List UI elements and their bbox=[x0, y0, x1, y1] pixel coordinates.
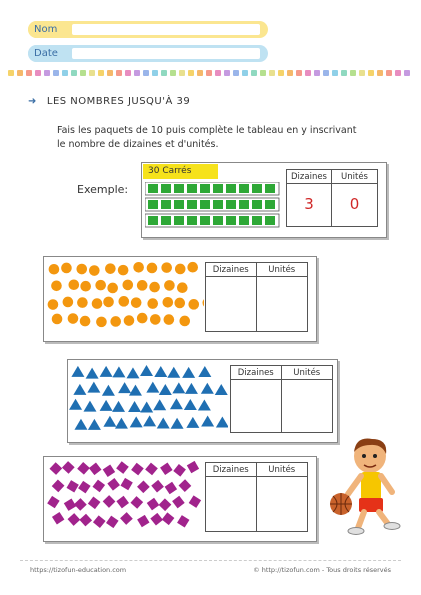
col-dizaines-header: Dizaines bbox=[231, 366, 282, 380]
diamond-shape bbox=[162, 512, 175, 525]
circle-shape bbox=[161, 262, 172, 273]
circle-shape bbox=[118, 265, 129, 276]
diamond-shape bbox=[103, 465, 115, 477]
decorative-dot bbox=[278, 70, 284, 76]
ones-answer: 0 bbox=[349, 195, 360, 213]
green-square bbox=[200, 200, 210, 209]
decorative-dot bbox=[314, 70, 320, 76]
diamond-shape bbox=[64, 499, 76, 511]
triangle-shape bbox=[198, 366, 211, 377]
circle-shape bbox=[69, 279, 80, 290]
green-squares-group bbox=[145, 182, 281, 230]
triangle-shape bbox=[140, 365, 153, 376]
green-square bbox=[226, 200, 236, 209]
circle-shape bbox=[175, 264, 186, 275]
decorative-dot bbox=[395, 70, 401, 76]
decorative-dot bbox=[206, 70, 212, 76]
triangle-shape bbox=[102, 385, 115, 396]
circle-shape bbox=[131, 297, 142, 308]
diamond-shape bbox=[131, 463, 144, 476]
diamond-shape bbox=[52, 512, 64, 524]
green-square bbox=[252, 200, 262, 209]
diamond-shape bbox=[47, 496, 59, 508]
decorative-dot bbox=[89, 70, 95, 76]
triangle-shape bbox=[129, 385, 142, 396]
green-square bbox=[252, 216, 262, 225]
green-square bbox=[252, 184, 262, 193]
circle-shape bbox=[107, 283, 118, 294]
circle-shape bbox=[188, 299, 199, 310]
tens-answer: 3 bbox=[287, 184, 332, 226]
triangle-shape bbox=[146, 382, 159, 393]
green-square bbox=[265, 200, 275, 209]
diamond-shape bbox=[137, 515, 149, 527]
diamond-shape bbox=[68, 513, 81, 526]
heading-text: LES NOMBRES JUSQU'À 39 bbox=[46, 96, 191, 107]
diamond-shape bbox=[120, 512, 133, 525]
decorative-dot bbox=[35, 70, 41, 76]
circle-shape bbox=[133, 262, 144, 273]
diamond-shape bbox=[151, 480, 164, 493]
col-dizaines-header: Dizaines bbox=[206, 463, 257, 477]
triangle-shape bbox=[140, 402, 153, 413]
circle-shape bbox=[48, 299, 59, 310]
diamond-shape bbox=[79, 514, 92, 527]
circle-shape bbox=[122, 280, 133, 291]
example-label: Exemple: bbox=[77, 183, 129, 196]
circle-shape bbox=[179, 316, 190, 327]
triangle-shape bbox=[201, 415, 214, 426]
example-card bbox=[141, 162, 387, 238]
section-heading bbox=[28, 96, 190, 107]
ones-input[interactable] bbox=[257, 477, 308, 531]
green-square bbox=[213, 200, 223, 209]
diamond-shape bbox=[106, 516, 119, 529]
triangle-shape bbox=[69, 399, 82, 410]
circle-shape bbox=[163, 297, 174, 308]
green-square bbox=[187, 184, 197, 193]
decorative-dot bbox=[80, 70, 86, 76]
decorative-dot bbox=[260, 70, 266, 76]
example-table bbox=[286, 169, 378, 227]
diamond-shape bbox=[150, 513, 163, 526]
circle-shape bbox=[137, 280, 148, 291]
diamond-shape bbox=[173, 464, 186, 477]
diamond-shape bbox=[159, 498, 172, 511]
triangle-shape bbox=[185, 383, 198, 394]
decorative-dot-strip bbox=[8, 70, 410, 76]
triangle-shape bbox=[182, 367, 195, 378]
decorative-dot bbox=[269, 70, 275, 76]
decorative-dot bbox=[143, 70, 149, 76]
decorative-dot bbox=[341, 70, 347, 76]
decorative-dot bbox=[386, 70, 392, 76]
decorative-dot bbox=[224, 70, 230, 76]
exercise-card-triangles bbox=[67, 359, 338, 443]
triangle-shape bbox=[126, 367, 139, 378]
green-square bbox=[200, 184, 210, 193]
circle-shape bbox=[89, 265, 100, 276]
ones-input[interactable] bbox=[282, 380, 333, 432]
circle-shape bbox=[77, 297, 88, 308]
triangle-shape bbox=[216, 416, 228, 427]
diamond-shape bbox=[187, 461, 199, 473]
green-square bbox=[148, 184, 158, 193]
green-square bbox=[213, 216, 223, 225]
purple-diamonds-group bbox=[44, 457, 204, 541]
basketball-player-illustration bbox=[326, 436, 406, 536]
decorative-dot bbox=[44, 70, 50, 76]
triangle-shape bbox=[170, 398, 183, 409]
diamond-shape bbox=[107, 478, 120, 491]
diamond-shape bbox=[89, 463, 102, 476]
diamond-shape bbox=[88, 496, 101, 509]
decorative-dot bbox=[368, 70, 374, 76]
tens-input[interactable] bbox=[231, 380, 282, 432]
triangle-shape bbox=[83, 401, 96, 412]
circle-shape bbox=[119, 296, 130, 307]
circle-shape bbox=[187, 262, 198, 273]
diamond-shape bbox=[93, 515, 106, 528]
triangle-shape bbox=[128, 401, 141, 412]
green-square bbox=[265, 184, 275, 193]
triangle-shape bbox=[73, 384, 86, 395]
date-label: Date bbox=[28, 45, 72, 62]
decorative-dot bbox=[350, 70, 356, 76]
diamond-shape bbox=[116, 461, 129, 474]
decorative-dot bbox=[134, 70, 140, 76]
footer-left[interactable]: https://tizofun-education.com bbox=[30, 566, 127, 574]
circle-shape bbox=[137, 313, 148, 324]
diamond-shape bbox=[177, 515, 189, 527]
decorative-dot bbox=[170, 70, 176, 76]
circle-shape bbox=[51, 280, 62, 291]
decorative-dot bbox=[332, 70, 338, 76]
decorative-dot bbox=[287, 70, 293, 76]
decorative-dot bbox=[323, 70, 329, 76]
circle-shape bbox=[203, 297, 204, 308]
decorative-dot bbox=[116, 70, 122, 76]
circle-shape bbox=[105, 263, 116, 274]
diamond-shape bbox=[147, 498, 160, 511]
triangle-shape bbox=[143, 415, 156, 426]
col-dizaines-header: Dizaines bbox=[206, 263, 257, 277]
col-unites-header: Unités bbox=[332, 170, 377, 184]
diamond-shape bbox=[103, 495, 116, 508]
circle-shape bbox=[76, 264, 87, 275]
decorative-dot bbox=[242, 70, 248, 76]
decorative-dot bbox=[125, 70, 131, 76]
triangle-shape bbox=[157, 417, 170, 428]
triangle-shape bbox=[112, 401, 125, 412]
triangle-shape bbox=[167, 367, 180, 378]
decorative-dot bbox=[188, 70, 194, 76]
ones-input[interactable] bbox=[257, 277, 308, 331]
diamond-shape bbox=[172, 496, 185, 509]
triangle-shape bbox=[71, 366, 84, 377]
decorative-dot bbox=[179, 70, 185, 76]
col-unites-header: Unités bbox=[282, 366, 333, 380]
decorative-dot bbox=[107, 70, 113, 76]
diamond-shape bbox=[116, 496, 129, 509]
footer-right: © http://tizofun.com - Tous droits réservés bbox=[253, 566, 391, 574]
circle-shape bbox=[174, 298, 185, 309]
green-square bbox=[226, 216, 236, 225]
name-input-line[interactable] bbox=[72, 24, 260, 35]
green-square bbox=[174, 200, 184, 209]
circle-shape bbox=[149, 282, 160, 293]
triangle-shape bbox=[74, 419, 87, 430]
circle-shape bbox=[52, 314, 63, 325]
green-square bbox=[239, 216, 249, 225]
orange-circles-group bbox=[44, 257, 204, 341]
triangle-shape bbox=[153, 399, 166, 410]
exercise-card-circles bbox=[43, 256, 317, 342]
circle-shape bbox=[61, 263, 72, 274]
diamond-shape bbox=[77, 462, 90, 475]
date-input-line[interactable] bbox=[72, 48, 260, 59]
decorative-dot bbox=[53, 70, 59, 76]
green-square bbox=[161, 200, 171, 209]
triangle-shape bbox=[215, 384, 228, 395]
circle-shape bbox=[147, 263, 158, 274]
green-square bbox=[187, 216, 197, 225]
triangle-shape bbox=[100, 366, 113, 377]
diamond-shape bbox=[62, 461, 75, 474]
green-square bbox=[226, 184, 236, 193]
triangle-shape bbox=[103, 416, 116, 427]
decorative-dot bbox=[251, 70, 257, 76]
circle-shape bbox=[110, 316, 121, 327]
decorative-dot bbox=[71, 70, 77, 76]
footer-divider bbox=[20, 560, 401, 561]
decorative-dot bbox=[8, 70, 14, 76]
decorative-dot bbox=[197, 70, 203, 76]
triangle-shape bbox=[87, 382, 100, 393]
col-unites-header: Unités bbox=[257, 463, 308, 477]
triangle-shape bbox=[100, 400, 113, 411]
circle-shape bbox=[80, 316, 91, 327]
triangle-shape bbox=[184, 399, 197, 410]
col-unites-header: Unités bbox=[257, 263, 308, 277]
triangle-shape bbox=[201, 383, 214, 394]
decorative-dot bbox=[215, 70, 221, 76]
green-square bbox=[161, 216, 171, 225]
diamond-shape bbox=[130, 496, 143, 509]
triangle-shape bbox=[115, 418, 128, 429]
green-square bbox=[200, 216, 210, 225]
green-square bbox=[161, 184, 171, 193]
triangle-shape bbox=[118, 382, 131, 393]
circle-shape bbox=[63, 297, 74, 308]
circle-shape bbox=[96, 317, 107, 328]
decorative-dot bbox=[17, 70, 23, 76]
diamond-shape bbox=[49, 462, 62, 475]
answer-table-2 bbox=[230, 365, 333, 433]
triangle-shape bbox=[198, 399, 211, 410]
green-square bbox=[265, 216, 275, 225]
green-square bbox=[239, 184, 249, 193]
diamond-shape bbox=[74, 498, 87, 511]
green-square bbox=[187, 200, 197, 209]
decorative-dot bbox=[98, 70, 104, 76]
triangle-shape bbox=[159, 384, 172, 395]
date-field[interactable] bbox=[28, 45, 268, 62]
diamond-shape bbox=[78, 481, 91, 494]
diamond-shape bbox=[165, 482, 177, 494]
diamond-shape bbox=[67, 480, 79, 492]
triangle-shape bbox=[154, 366, 167, 377]
decorative-dot bbox=[404, 70, 410, 76]
name-label: Nom bbox=[28, 21, 72, 38]
example-tag: 30 Carrés bbox=[143, 164, 218, 179]
instructions bbox=[57, 124, 357, 152]
circle-shape bbox=[124, 315, 135, 326]
tens-input[interactable] bbox=[206, 277, 257, 331]
decorative-dot bbox=[152, 70, 158, 76]
triangle-shape bbox=[112, 366, 125, 377]
exercise-card-diamonds bbox=[43, 456, 317, 542]
decorative-dot bbox=[296, 70, 302, 76]
triangle-shape bbox=[130, 416, 143, 427]
circle-shape bbox=[95, 280, 106, 291]
diamond-shape bbox=[120, 478, 132, 490]
decorative-dot bbox=[305, 70, 311, 76]
green-square bbox=[148, 200, 158, 209]
circle-shape bbox=[92, 298, 103, 309]
diamond-shape bbox=[145, 463, 158, 476]
instruction-line-1: Fais les paquets de 10 puis complète le tableau en y inscrivant bbox=[57, 125, 357, 136]
green-square bbox=[239, 200, 249, 209]
circle-shape bbox=[164, 314, 175, 325]
triangle-shape bbox=[172, 382, 185, 393]
diamond-shape bbox=[160, 463, 173, 476]
triangle-shape bbox=[88, 419, 101, 430]
triangle-shape bbox=[171, 418, 184, 429]
circle-shape bbox=[164, 280, 175, 291]
green-square bbox=[213, 184, 223, 193]
decorative-dot bbox=[161, 70, 167, 76]
tens-input[interactable] bbox=[206, 477, 257, 531]
diamond-shape bbox=[52, 480, 65, 493]
decorative-dot bbox=[62, 70, 68, 76]
diamond-shape bbox=[189, 495, 201, 507]
answer-table-1 bbox=[205, 262, 308, 332]
instruction-line-2: le nombre de dizaines et d'unités. bbox=[57, 139, 219, 150]
green-square bbox=[174, 216, 184, 225]
circle-shape bbox=[80, 281, 91, 292]
decorative-dot bbox=[233, 70, 239, 76]
circle-shape bbox=[68, 313, 79, 324]
name-field[interactable] bbox=[28, 21, 268, 38]
green-square bbox=[174, 184, 184, 193]
answer-table-3 bbox=[205, 462, 308, 532]
green-square bbox=[148, 216, 158, 225]
triangle-shape bbox=[186, 417, 199, 428]
arrow-icon: ➜ bbox=[28, 96, 37, 107]
decorative-dot bbox=[359, 70, 365, 76]
decorative-dot bbox=[377, 70, 383, 76]
diamond-shape bbox=[137, 480, 150, 493]
diamond-shape bbox=[92, 480, 105, 493]
circle-shape bbox=[177, 282, 188, 293]
decorative-dot bbox=[26, 70, 32, 76]
circle-shape bbox=[147, 298, 158, 309]
triangle-shape bbox=[86, 368, 99, 379]
circle-shape bbox=[49, 264, 60, 275]
col-dizaines-header: Dizaines bbox=[287, 170, 332, 184]
diamond-shape bbox=[179, 479, 192, 492]
circle-shape bbox=[150, 314, 161, 325]
circle-shape bbox=[103, 297, 114, 308]
blue-triangles-group bbox=[68, 360, 228, 442]
